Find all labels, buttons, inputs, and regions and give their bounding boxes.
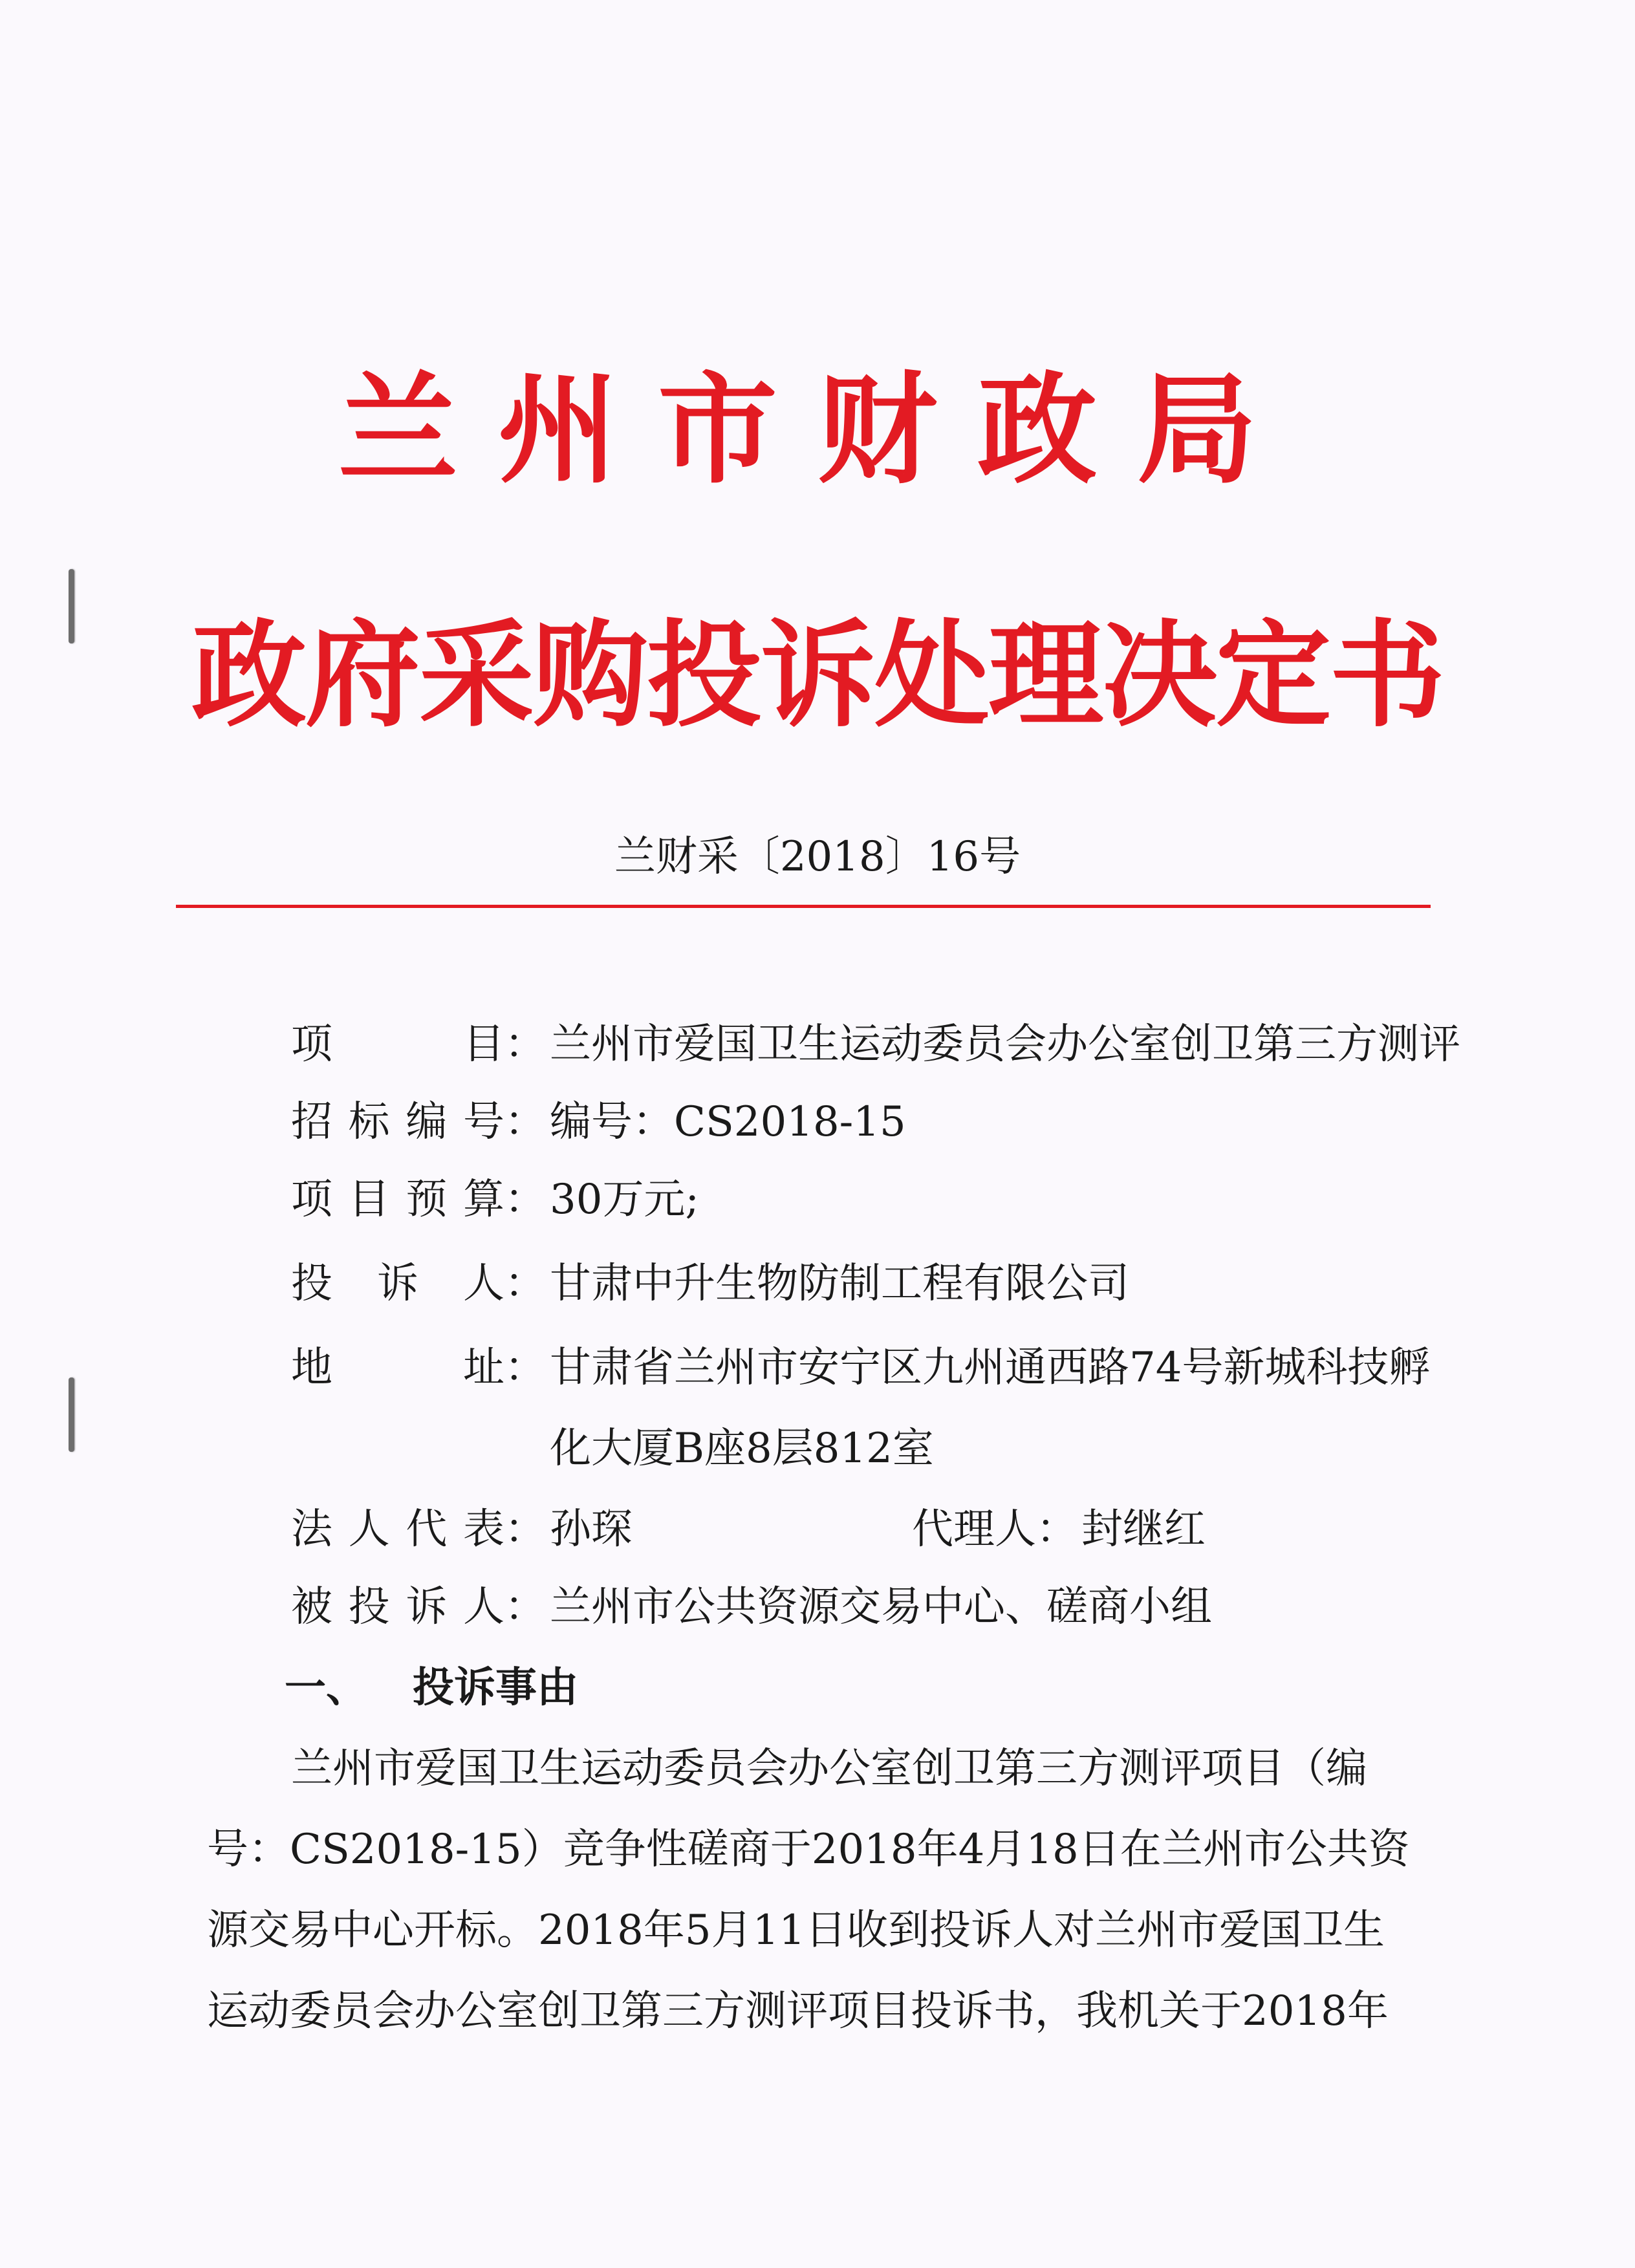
colon: ：	[504, 1098, 546, 1146]
issuing-organization: 兰州市财政局	[338, 360, 1297, 500]
field-value: 兰州市公共资源交易中心、磋商小组	[550, 1583, 1212, 1631]
body-text-line: 号：CS2018-15）竞争性磋商于2018年4月18日在兰州市公共资	[207, 1826, 1410, 1874]
colon: ：	[504, 1506, 546, 1553]
staple-bottom	[69, 1377, 74, 1452]
field-label: 项目	[291, 1021, 504, 1068]
colon: ：	[504, 1260, 546, 1308]
field-label: 项目预算	[291, 1176, 504, 1224]
section-title: 投诉事由	[413, 1664, 578, 1712]
body-text-line: 兰州市爱国卫生运动委员会办公室创卫第三方测评项目（编	[291, 1745, 1367, 1793]
field-value: 封继红	[1081, 1506, 1206, 1553]
section-number: 一、	[285, 1664, 367, 1712]
field-address	[291, 1339, 1430, 1397]
body-text-line: 源交易中心开标。2018年5月11日收到投诉人对兰州市爱国卫生	[207, 1906, 1385, 1954]
field-value: 甘肃省兰州市安宁区九州通西路74号新城科技孵	[550, 1344, 1431, 1392]
field-value: 孙琛	[550, 1506, 633, 1553]
document-type-title: 政府采购投诉处理决定书	[191, 609, 1444, 742]
field-address-continued: 化大厦B座8层812室	[550, 1425, 934, 1473]
red-divider-line	[176, 905, 1431, 908]
field-respondent	[291, 1578, 1212, 1636]
field-value: 甘肃中升生物防制工程有限公司	[550, 1260, 1129, 1308]
colon: ：	[504, 1583, 546, 1631]
field-value: 编号：CS2018-15	[550, 1098, 906, 1146]
colon: ：	[1036, 1506, 1077, 1553]
field-label: 投诉人	[291, 1260, 504, 1308]
field-complainant	[291, 1255, 1129, 1313]
colon: ：	[504, 1176, 546, 1224]
field-value: 兰州市爱国卫生运动委员会办公室创卫第三方测评	[550, 1021, 1460, 1068]
colon: ：	[504, 1344, 546, 1392]
field-label: 代理人	[912, 1506, 1036, 1553]
field-bid-number	[291, 1093, 906, 1151]
body-text-line: 运动委员会办公室创卫第三方测评项目投诉书，我机关于2018年	[207, 1987, 1389, 2035]
field-budget	[291, 1171, 699, 1229]
field-label: 被投诉人	[291, 1583, 504, 1631]
field-legal-rep	[291, 1500, 633, 1559]
section-heading-1	[285, 1659, 578, 1717]
field-agent	[912, 1500, 1206, 1559]
field-label: 招标编号	[291, 1098, 504, 1146]
colon: ：	[504, 1021, 546, 1068]
field-label: 地址	[291, 1344, 504, 1392]
field-label: 法人代表	[291, 1506, 504, 1553]
document-number: 兰财采〔2018〕16号	[614, 833, 1021, 881]
field-project	[291, 1015, 1460, 1074]
field-value: 30万元;	[550, 1176, 699, 1224]
